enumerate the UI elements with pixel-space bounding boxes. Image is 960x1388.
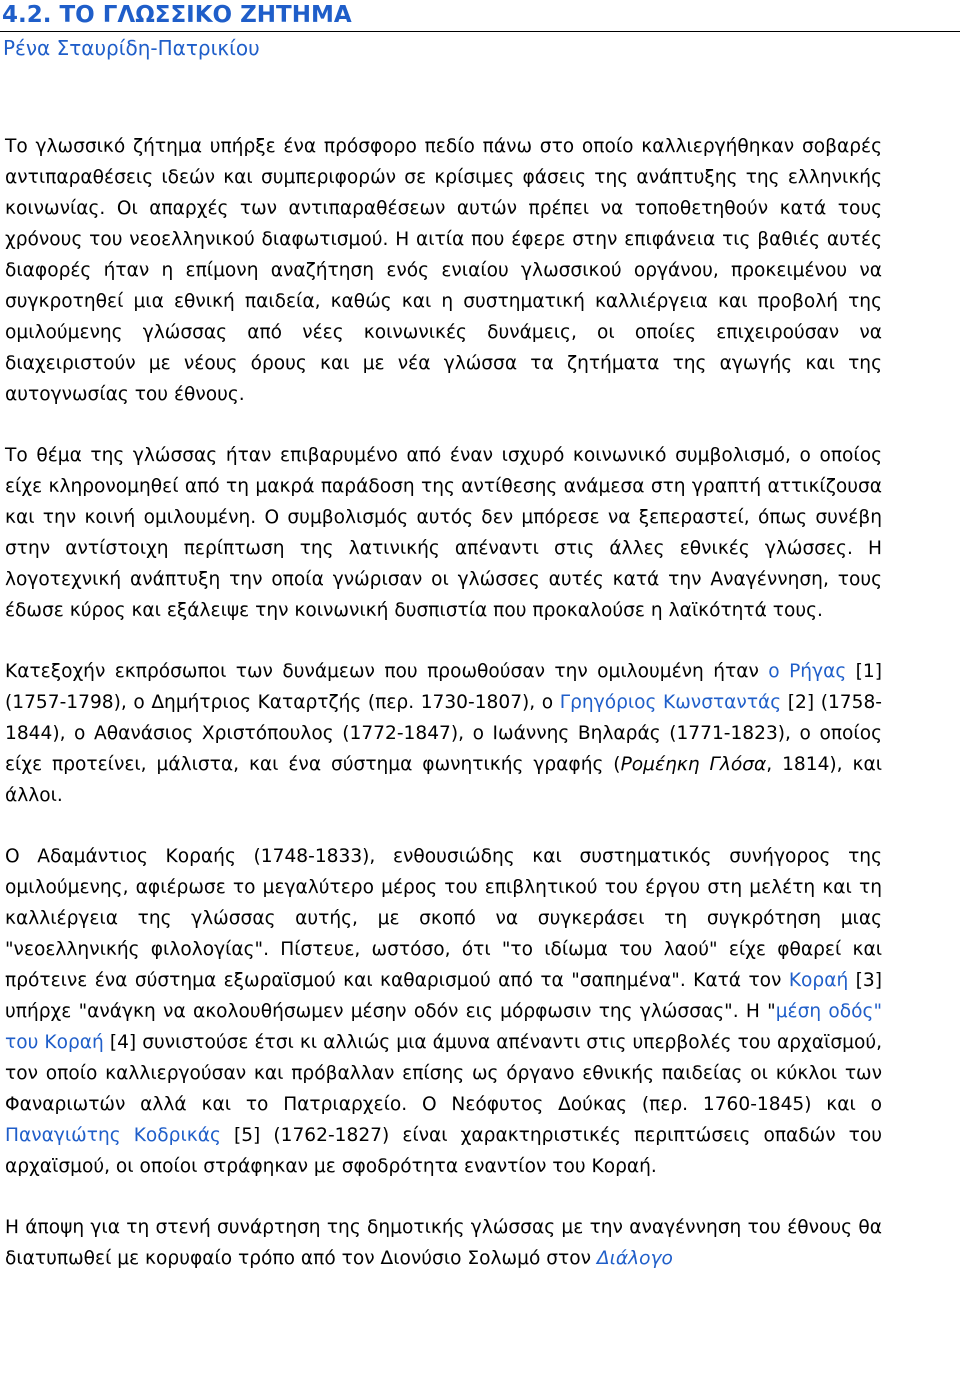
paragraph-4-text-b: [3] υπήρχε "ανάγκη να ακολουθήσωμεν μέσην οδόν εις μόρφωσιν της γλώσσας". Η " bbox=[5, 970, 882, 1022]
link-mesi-odos[interactable]: μέση οδός" του Κοραή bbox=[5, 1001, 882, 1053]
paragraph-3-text-c: [2] (1758-1844), ο Αθανάσιος Χριστόπουλος (1772-1847), ο Ιωάννης Βηλαράς (1771-1823), ο οποίος είχε προτείνει, μάλιστα, και ένα σύστημα φωνητικής γραφής ( bbox=[5, 692, 882, 775]
paragraph-2 bbox=[5, 440, 882, 626]
paragraph-5-text-a: Η άποψη για τη στενή συνάρτηση της δημοτικής γλώσσας με την αναγέννηση του έθνους θα διατυπωθεί με κορυφαίο τρόπο από τον Διονύσιο Σολωμό στον bbox=[5, 1217, 882, 1269]
link-rigas[interactable]: ο Ρήγας bbox=[768, 661, 847, 682]
section-title: 4.2. ΤΟ ΓΛΩΣΣΙΚΟ ΖΗΤΗΜΑ bbox=[2, 2, 352, 28]
paragraph-1 bbox=[5, 131, 882, 410]
paragraph-4 bbox=[5, 841, 882, 1182]
paragraph-3 bbox=[5, 656, 882, 811]
paragraph-4-text-d: [5] (1762-1827) είναι χαρακτηριστικές περιπτώσεις οπαδών του αρχαϊσμού, οι οποίοι στράφηκαν με σφοδρότητα εναντίον του Κοραή. bbox=[5, 1125, 883, 1177]
paragraph-3-text-a: Κατεξοχήν εκπρόσωποι των δυνάμεων που προωθούσαν την ομιλουμένη ήταν bbox=[5, 661, 769, 682]
paragraph-4-text-a: Ο Αδαμάντιος Κοραής (1748-1833), ενθουσιώδης και συστηματικός συνήγορος της ομιλούμενης, αφιέρωσε το μεγαλύτερο μέρος του επιβλητικού του έργου στη μελέτη και τη καλλιέργεια της γλώσσας αυτής, με σκοπό να συγκεράσει τη συγκρότηση μιας "νεοελληνικής φιλολογίας". Πίστευε, ωστόσο, ότι "το ιδίωμα του λαού" είχε φθαρεί και πρότεινε ένα σύστημα εξωραϊσμού και καθαρισμού από τα "σαπημένα". Κατά τον bbox=[5, 846, 882, 991]
paragraph-2-text: Το θέμα της γλώσσας ήταν επιβαρυμένο από έναν ισχυρό κοινωνικό συμβολισμό, ο οποίος είχε κληρονομηθεί από τη μακρά παράδοση της αντίθεσης ανάμεσα στη γραπτή αττικίζουσα και την κοινή ομιλουμένη. Ο συμβολισμός αυτός δεν μπόρεσε να ξεπεραστεί, όπως συνέβη στην αντίστοιχη περίπτωση της λατινικής απέναντι στις άλλες εθνικές γλώσσες. Η λογοτεχνική ανάπτυξη την οποία γνώρισαν οι γλώσσες αυτές κατά την Αναγέννηση, τους έδωσε κύρος και εξάλειψε την κοινωνική δυσπιστία που προκαλούσε η λαϊκότητά τους. bbox=[5, 445, 882, 621]
paragraph-3-text-b: [1] (1757-1798), ο Δημήτριος Καταρτζής (περ. 1730-1807), ο bbox=[5, 661, 882, 713]
link-konstantas[interactable]: Γρηγόριος Κωνσταντάς bbox=[559, 692, 782, 713]
article-body bbox=[5, 131, 882, 1304]
book-title-romeiki-glosa: Ρομέηκη Γλόσα bbox=[620, 754, 767, 775]
link-kodrikas[interactable]: Παναγιώτης Κοδρικάς bbox=[5, 1125, 221, 1146]
link-dialogos[interactable]: Διάλογο bbox=[596, 1248, 673, 1269]
author-name: Ρένα Σταυρίδη-Πατρικίου bbox=[3, 36, 260, 60]
paragraph-5 bbox=[5, 1212, 882, 1274]
link-korais[interactable]: Κοραή bbox=[788, 970, 849, 991]
paragraph-1-text: Το γλωσσικό ζήτημα υπήρξε ένα πρόσφορο πεδίο πάνω στο οποίο καλλιεργήθηκαν σοβαρές αντιπαραθέσεις ιδεών και συμπεριφορών σε κρίσιμες φάσεις της ανάπτυξης της ελληνικής κοινωνίας. Οι απαρχές των αντιπαραθέσεων αυτών πρέπει να τοποθετηθούν κατά τους χρόνους του νεοελληνικού διαφωτισμού. Η αιτία που έφερε στην επιφάνεια τις βαθιές αυτές διαφορές ήταν η επίμονη αναζήτηση ενός ενιαίου γλωσσικού οργάνου, προκειμένου να συγκροτηθεί μια εθνική παιδεία, καθώς και η συστηματική καλλιέργεια και προβολή της ομιλούμενης γλώσσας από νέες κοινωνικές δυνάμεις, οι οποίες επιχειρούσαν να διαχειριστούν με νέους όρους και με νέα γλώσσα τα ζητήματα της αγωγής και της αυτογνωσίας του έθνους. bbox=[5, 136, 882, 405]
section-header bbox=[0, 0, 960, 32]
paragraph-3-text-d: , 1814), και άλλοι. bbox=[5, 754, 882, 806]
paragraph-4-text-c: [4] συνιστούσε έτσι κι αλλιώς μια άμυνα απέναντι στις υπερβολές του αρχαϊσμού, τον οποίο καλλιεργούσαν και πρόβαλλαν επίσης ως όργανο εθνικής παιδείας οι κύκλοι των Φαναριωτών αλλά και το Πατριαρχείο. Ο Νεόφυτος Δούκας (περ. 1760-1845) και ο bbox=[5, 1032, 882, 1115]
